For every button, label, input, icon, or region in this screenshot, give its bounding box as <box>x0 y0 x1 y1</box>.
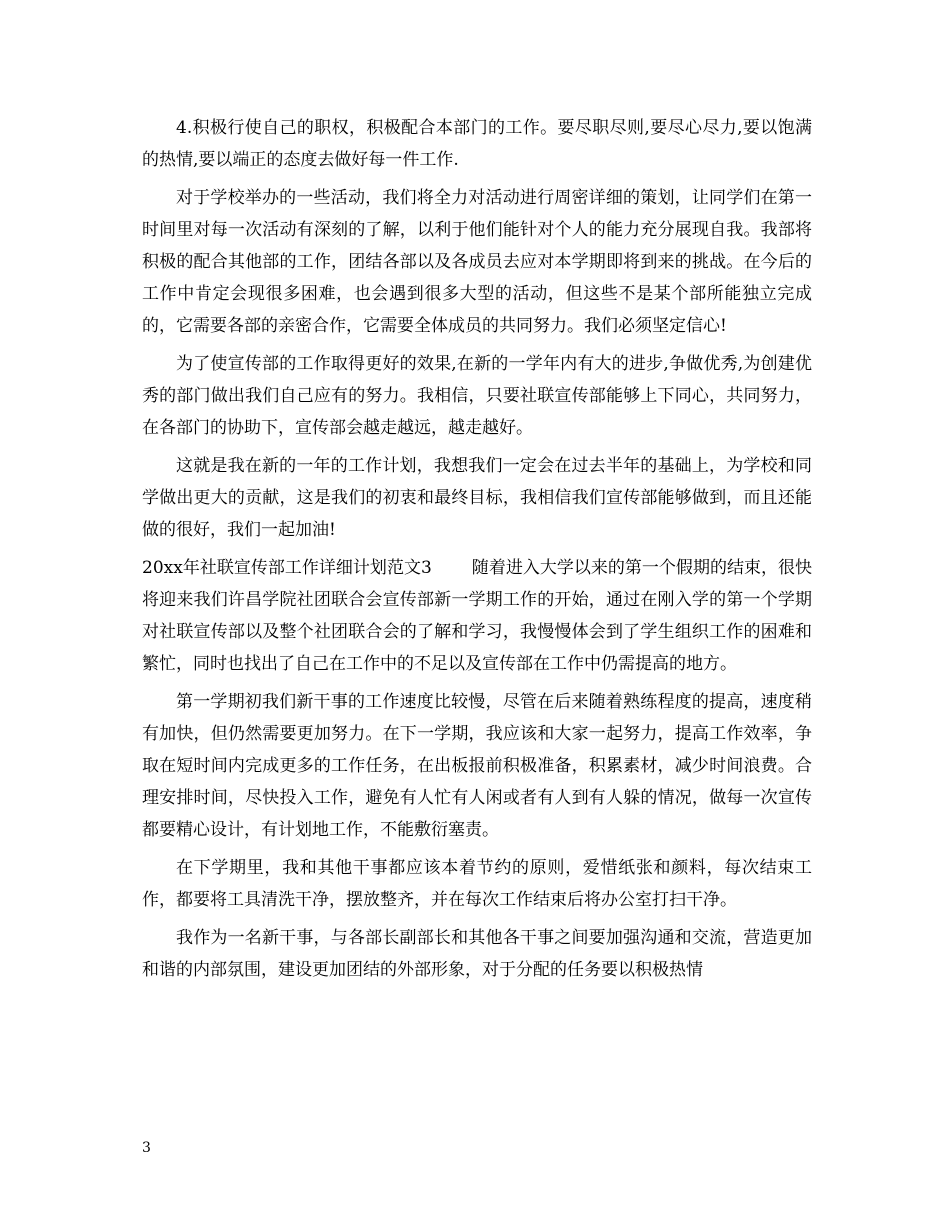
section-block <box>142 552 812 680</box>
paragraph-communication: 我作为一名新干事，与各部长副部长和其他各干事之间要加强沟通和交流，营造更加和谐的内部氛围，建设更加团结的外部形象，对于分配的任务要以积极热情 <box>142 928 812 980</box>
paragraph-goals: 为了使宣传部的工作取得更好的效果,在新的一学年内有大的进步,争做优秀,为创建优秀的部门做出我们自己应有的努力。我相信，只要社联宣传部能够上下同心，共同努力，在各部门的协助下，宣传部会越走越远，越走越好。 <box>142 354 812 438</box>
paragraph-work-speed: 第一学期初我们新干事的工作速度比较慢，尽管在后来随着熟练程度的提高，速度稍有加快，但仍然需要更加努力。在下一学期，我应该和大家一起努力，提高工作效率，争取在短时间内完成更多的工作任务，在出板报前积极准备，积累素材，减少时间浪费。合理安排时间，尽快投入工作，避免有人忙有人闲或者有人到有人躲的情况，做每一次宣传都要精心设计，有计划地工作，不能敷衍塞责。 <box>142 692 812 840</box>
paragraph-saving: 在下学期里，我和其他干事都应该本着节约的原则，爱惜纸张和颜料，每次结束工作，都要将工具清洗干净，摆放整齐，并在每次工作结束后将办公室打扫干净。 <box>142 858 812 910</box>
page-number: 3 <box>142 1140 151 1156</box>
document-body <box>142 112 812 992</box>
paragraph-plan-summary: 这就是我在新的一年的工作计划，我想我们一定会在过去半年的基础上，为学校和同学做出更大的贡献，这是我们的初衷和最终目标，我相信我们宣传部能够做到，而且还能做的很好，我们一起加油! <box>142 456 812 540</box>
paragraph-item-4: 4.积极行使自己的职权，积极配合本部门的工作。要尽职尽则,要尽心尽力,要以饱满的热情,要以端正的态度去做好每一件工作. <box>142 118 812 170</box>
section-heading: 20xx年社联宣传部工作详细计划范文3 <box>142 558 432 578</box>
paragraph-activities: 对于学校举办的一些活动，我们将全力对活动进行周密详细的策划，让同学们在第一时间里对每一次活动有深刻的了解，以利于他们能针对个人的能力充分展现自我。我部将积极的配合其他部的工作，团结各部以及各成员去应对本学期即将到来的挑战。在今后的工作中肯定会现很多困难，也会遇到很多大型的活动，但这些不是某个部所能独立完成的，它需要各部的亲密合作，它需要全体成员的共同努力。我们必须坚定信心! <box>142 188 812 336</box>
section-first-paragraph: 随着进入大学以来的第一个假期的结束，很快将迎来我们许昌学院社团联合会宣传部新一学期工作的开始，通过在刚入学的第一个学期对社联宣传部以及整个社团联合会的了解和学习，我慢慢体会到了学生组织工作的困难和繁忙，同时也找出了自己在工作中的不足以及宣传部在工作中仍需提高的地方。 <box>142 558 813 674</box>
